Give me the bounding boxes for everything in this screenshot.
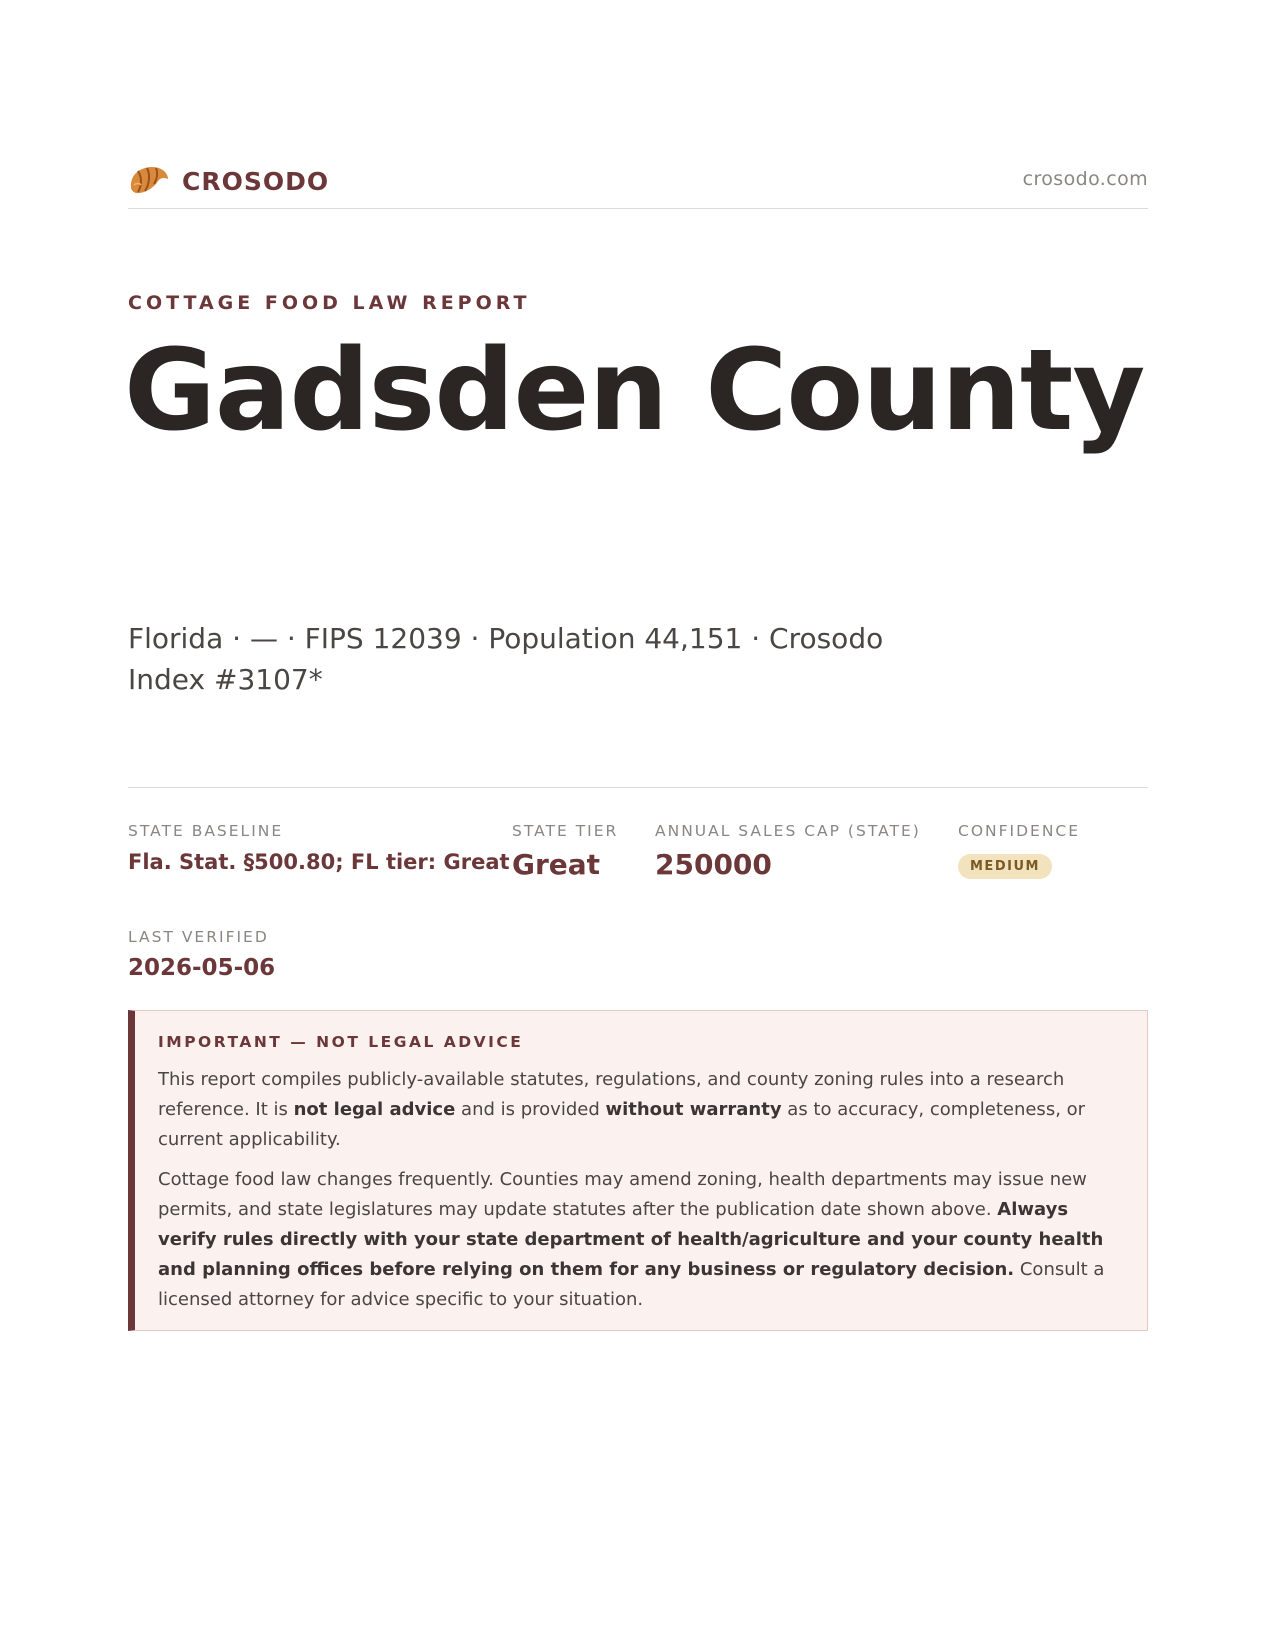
report-subtitle: Florida · — · FIPS 12039 · Population 44,151 · Crosodo Index #3107*: [128, 622, 884, 696]
notice-text: Cottage food law changes frequently. Counties may amend zoning, health departments may issue new permits, and state legislatures may update statutes after the publication date shown above.: [158, 1169, 1087, 1220]
brand-name: CROSODO: [182, 166, 330, 196]
confidence-badge: MEDIUM: [958, 854, 1052, 879]
page-title: Gadsden County: [124, 326, 1145, 456]
stat-label: STATE BASELINE: [128, 822, 284, 840]
stat-confidence: [958, 822, 1080, 879]
notice-text: Consult a licensed attorney for advice specific to your situation.: [158, 1259, 1105, 1310]
stat-state-tier: [512, 822, 618, 881]
notice-emphasis: not legal advice: [293, 1099, 456, 1120]
notice-paragraph-1: [158, 1065, 1125, 1155]
stat-label: LAST VERIFIED: [128, 928, 269, 946]
legal-notice: [128, 1010, 1148, 1331]
divider: [128, 787, 1148, 788]
stat-label: CONFIDENCE: [958, 822, 1081, 840]
stat-state-baseline: [128, 822, 510, 874]
stat-label: ANNUAL SALES CAP (STATE): [655, 822, 921, 840]
stat-value: Fla. Stat. §500.80; FL tier: Great: [128, 850, 510, 874]
notice-emphasis: Always verify rules directly with your state department of health/agriculture and your county health and planning offices before relying on them for any business or regulatory decision.: [158, 1199, 1104, 1280]
stat-value: Great: [512, 848, 601, 881]
notice-paragraph-2: [158, 1165, 1125, 1315]
stat-value: 2026-05-06: [128, 955, 276, 981]
site-link[interactable]: crosodo.com: [1022, 168, 1148, 190]
croissant-icon: [128, 161, 170, 201]
report-eyebrow: COTTAGE FOOD LAW REPORT: [128, 292, 531, 314]
stat-label: STATE TIER: [512, 822, 619, 840]
header-bar: [128, 154, 1148, 209]
stat-last-verified: [128, 928, 275, 981]
notice-title: IMPORTANT — NOT LEGAL ADVICE: [158, 1033, 524, 1051]
notice-text: as to accuracy, completeness, or current applicability.: [158, 1099, 1086, 1150]
brand[interactable]: [128, 161, 329, 201]
notice-text: This report compiles publicly-available statutes, regulations, and county zoning rules into a research reference. It is: [158, 1069, 1065, 1120]
stat-value: 250000: [655, 848, 772, 881]
stat-sales-cap: [655, 822, 921, 881]
notice-text: and is provided: [455, 1099, 606, 1120]
notice-emphasis: without warranty: [605, 1099, 782, 1120]
